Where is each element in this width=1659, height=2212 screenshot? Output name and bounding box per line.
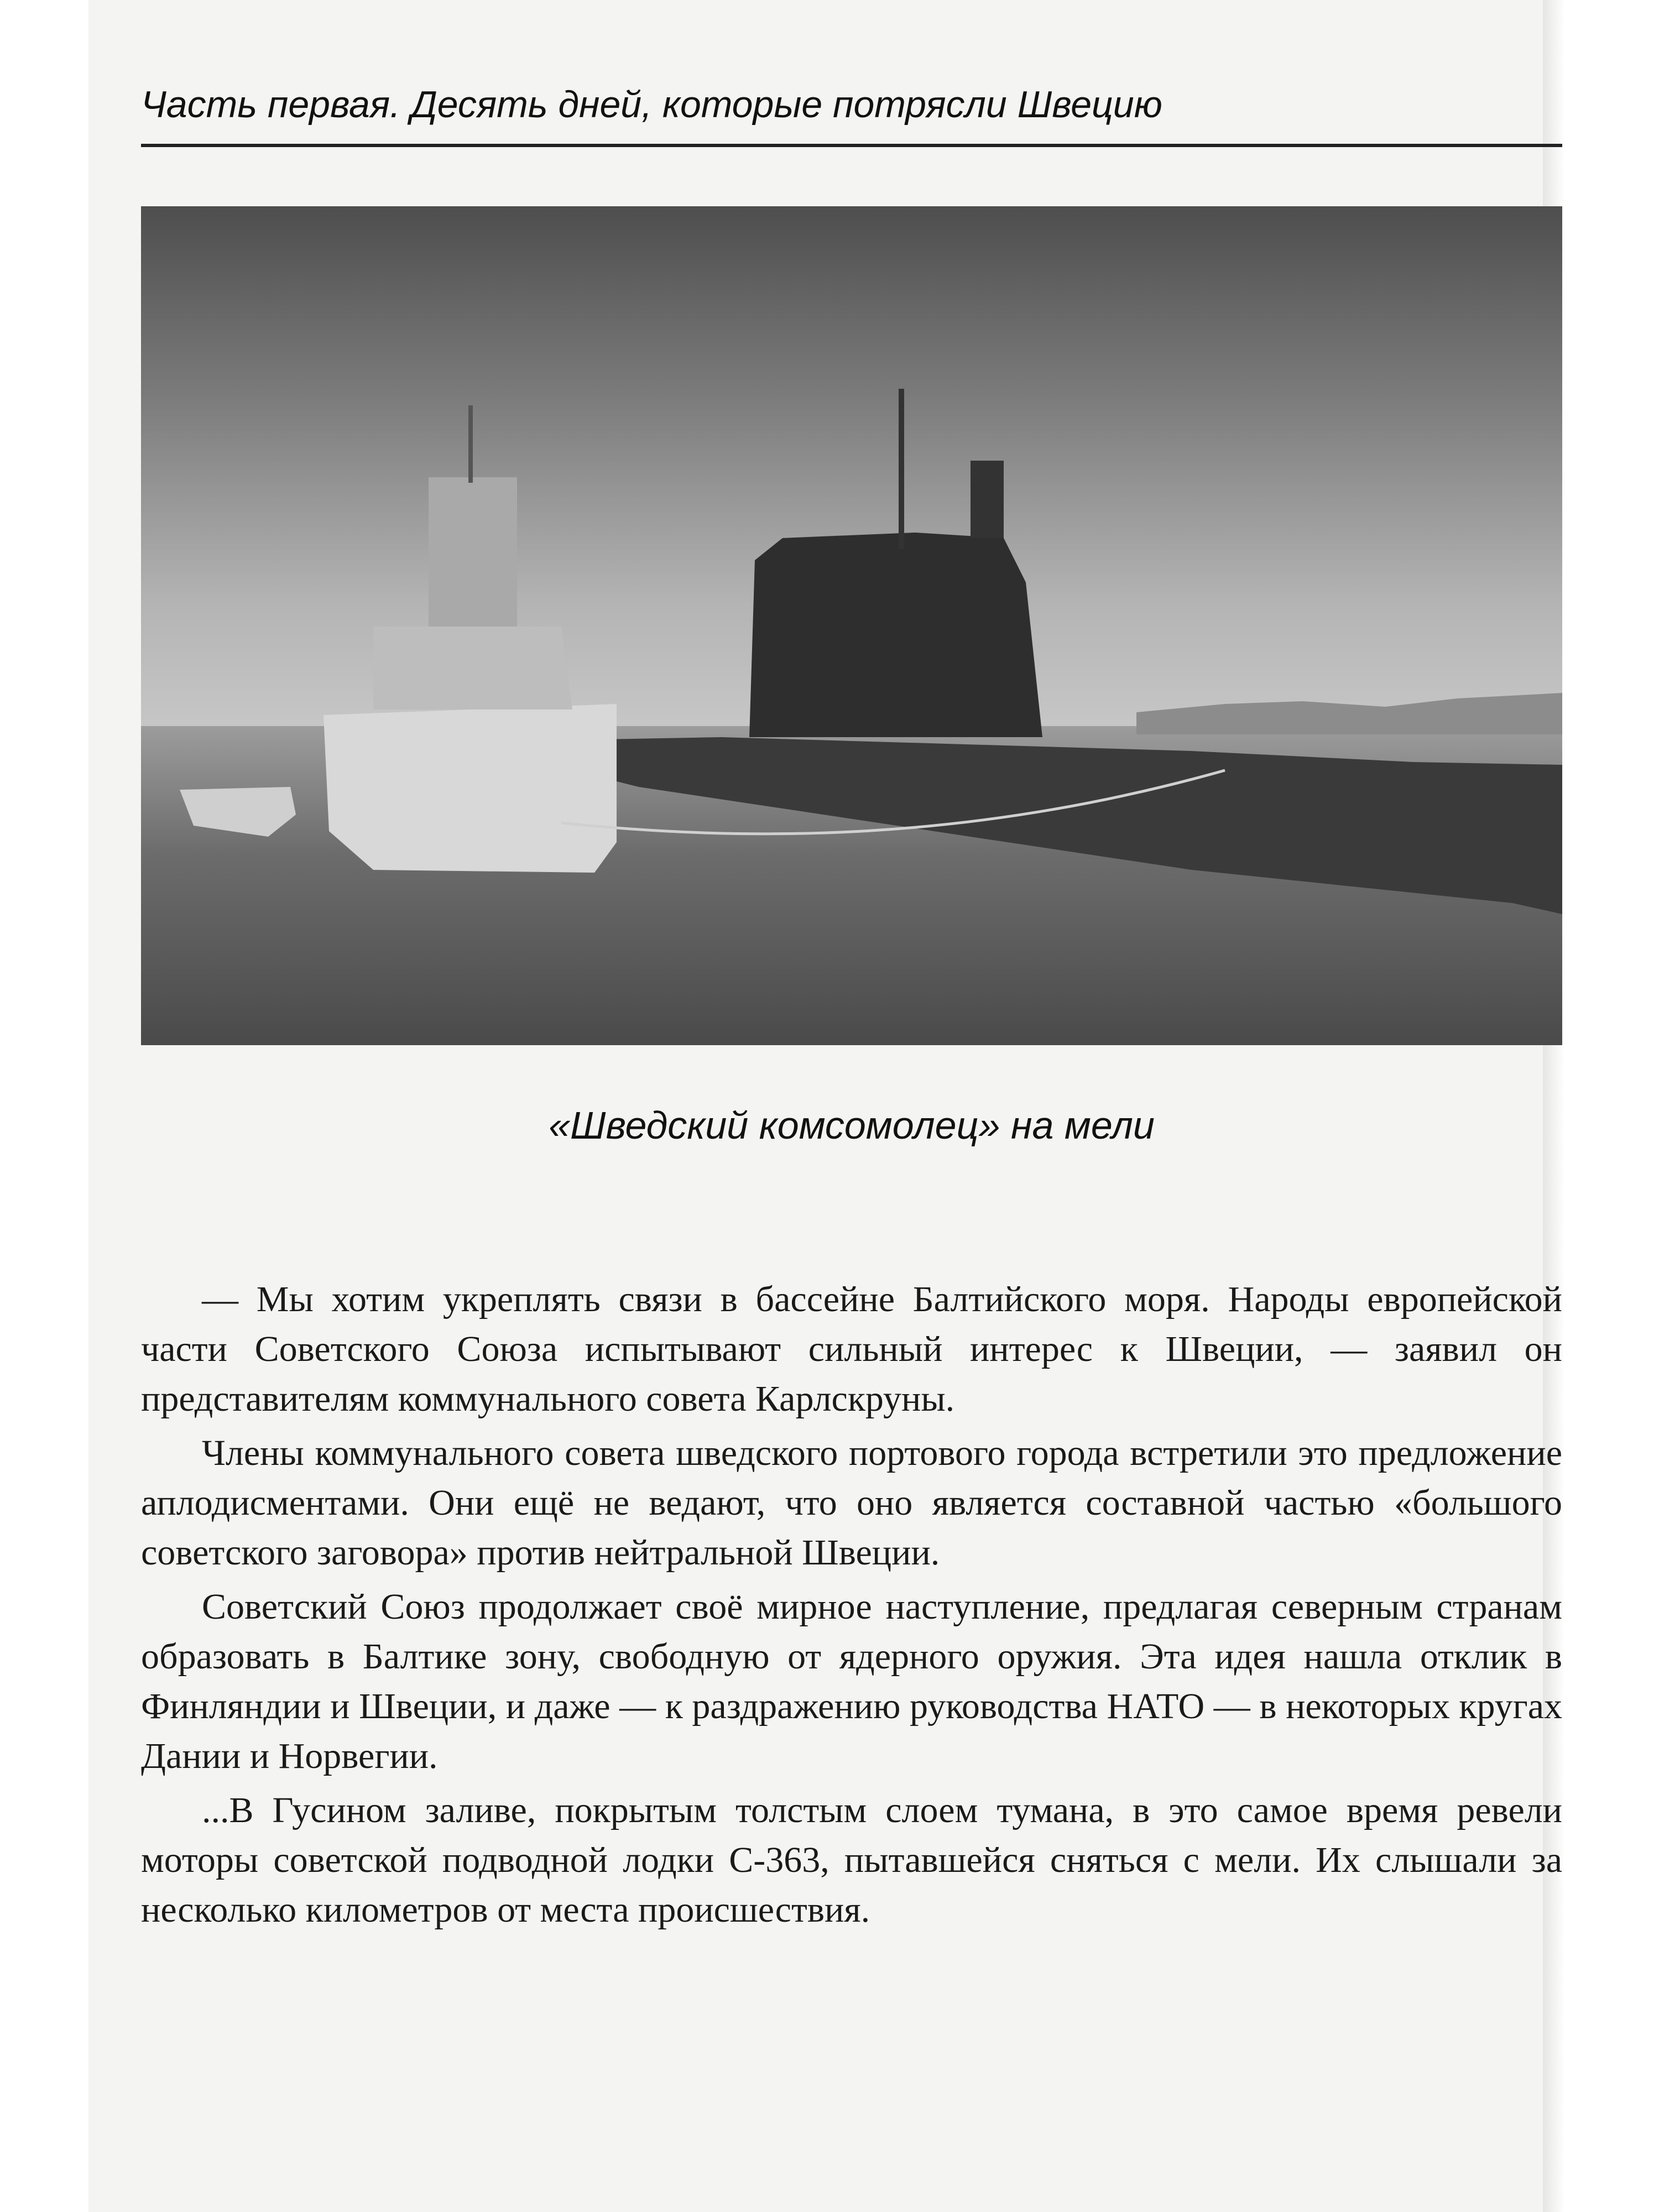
rescue-vessel-mast [468,405,473,483]
periscope [899,389,904,549]
running-header: Часть первая. Десять дней, которые потрясли Швецию [141,84,1162,126]
figure-caption: «Шведский комсомолец» на мели [549,1104,1155,1147]
rescue-vessel-bridge [429,477,517,627]
body-text [141,1275,1562,1939]
paragraph: Члены коммунального совета шведского портового города встретили это предложение аплодисментами. Они ещё не ведают, что оно является составной частью «большого советского заговора» против нейтральной Швеции. [141,1433,1562,1573]
submarine-photo [141,206,1562,1045]
mast [971,461,1004,538]
paragraph: Советский Союз продолжает своё мирное наступление, предлагая северным странам образовать в Балтике зону, свободную от ядерного оружия. Эта идея нашла отклик в Финляндии и Швеции, и даже — к раздражению руководства НАТО — в некоторых кругах Дании и Норвегии. [141,1587,1562,1776]
paragraph: ...В Гусином заливе, покрытым толстым слоем тумана, в это самое время ревели моторы советской подводной лодки С-363, пытавшейся сняться с мели. Их слышали за несколько километров от места происшествия. [141,1790,1562,1930]
rescue-vessel-cabin [373,627,572,709]
conning-tower [749,533,1042,737]
header-rule [141,144,1562,147]
rescue-vessel-hull [324,704,617,873]
paragraph: — Мы хотим укреплять связи в бассейне Балтийского моря. Народы европейской части Советского Союза испытывают сильный интерес к Швеции, — заявил он представителям коммунального совета Карлскруны. [141,1279,1562,1419]
